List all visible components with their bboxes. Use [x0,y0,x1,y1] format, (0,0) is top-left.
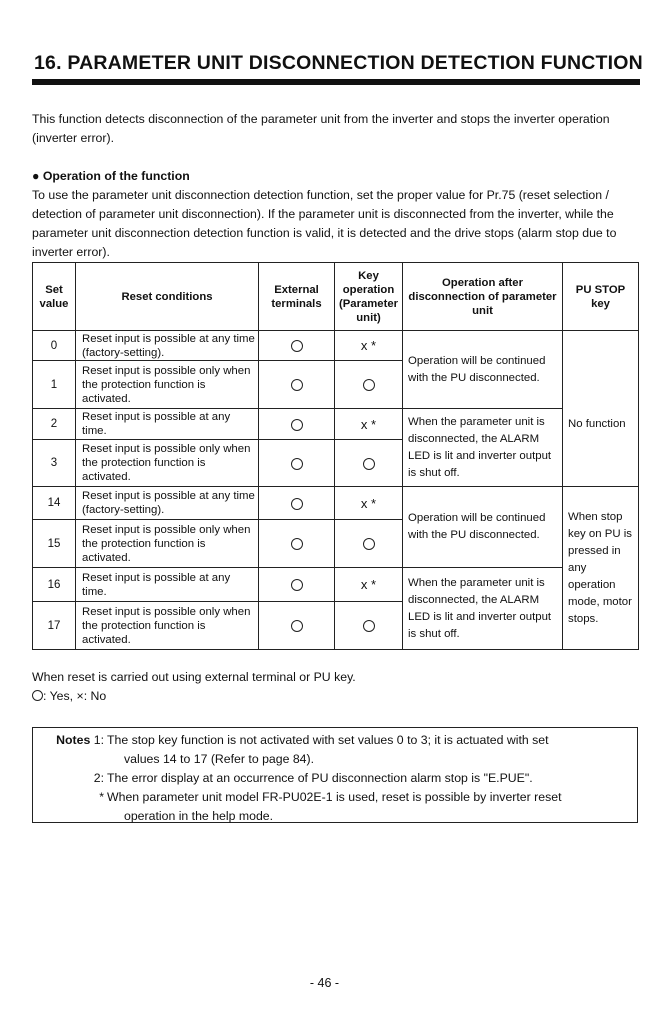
no-cross-icon: x * [360,416,377,432]
key-operation-cell [335,361,403,409]
note-2-number: 2: [93,771,104,785]
legend-yes: : Yes, [43,689,74,703]
notes-box [32,727,638,823]
table-row [33,409,639,440]
table-footnotes [32,668,632,706]
set-value-cell: 1 [33,361,76,409]
reset-condition-cell: Reset input is possible at any time. [76,409,259,440]
reset-condition-cell: Reset input is possible only when the protection function is activated. [76,361,259,409]
set-value-cell: 15 [33,520,76,568]
header-pu-stop-key: PU STOP key [563,263,639,331]
reset-condition-cell: Reset input is possible at any time (factory-setting). [76,331,259,361]
yes-circle-icon [291,538,303,550]
note-2 [40,769,629,788]
header-external-terminals: External terminals [259,263,335,331]
external-terminal-cell [259,568,335,602]
key-operation-cell [335,487,403,520]
yes-circle-icon [291,579,303,591]
set-value-cell: 2 [33,409,76,440]
reset-condition-cell: Reset input is possible only when the protection function is activated. [76,520,259,568]
operation-text: To use the parameter unit disconnection detection function, set the proper value for Pr.75 (reset selection / detection of parameter unit disconnection). If the parameter unit is disconnected from the inverter, while the parameter unit disconnection detection function is valid, it is detected and the drive stops (alarm stop due to inverter error). [32,188,617,259]
title-rule [32,79,640,85]
operation-heading [32,167,642,186]
external-terminal-cell [259,520,335,568]
set-value-cell: 16 [33,568,76,602]
legend-cross: × [76,689,84,703]
table-row [33,487,639,520]
reset-condition-cell: Reset input is possible at any time (factory-setting). [76,487,259,520]
note-1 [40,731,629,750]
operation-continued-cell: Operation will be continued with the PU disconnected. [403,331,563,409]
reset-condition-cell: Reset input is possible only when the protection function is activated. [76,602,259,650]
reset-condition-cell: Reset input is possible only when the protection function is activated. [76,440,259,487]
reset-condition-cell: Reset input is possible at any time. [76,568,259,602]
key-operation-cell [335,520,403,568]
external-terminal-cell [259,361,335,409]
key-operation-cell [335,440,403,487]
no-cross-icon: x * [360,577,377,592]
yes-circle-icon [291,620,303,632]
yes-circle-icon [363,379,375,391]
header-key-operation: Key operation (Parameter unit) [335,263,403,331]
yes-circle-icon [32,690,43,701]
notes-label: Notes [56,733,91,747]
yes-circle-icon [363,538,375,550]
set-value-cell: 0 [33,331,76,361]
key-operation-cell [335,602,403,650]
page-title: 16. PARAMETER UNIT DISCONNECTION DETECTION FUNCTION [34,52,643,74]
yes-circle-icon [291,498,303,510]
reset-selection-table [32,262,639,650]
key-operation-cell [335,331,403,361]
header-operation-after: Operation after disconnection of parameter unit [403,263,563,331]
page-number: - 46 - [309,976,340,990]
key-operation-cell [335,568,403,602]
note-3 [40,788,629,807]
note-1-text-second: values 14 to 17 (Refer to page 84). [124,752,315,766]
external-terminal-cell [259,602,335,650]
table-row [33,568,639,602]
note-2-text: The error display at an occurrence of PU disconnection alarm stop is "E.PUE". [107,771,533,785]
set-value-cell: 17 [33,602,76,650]
yes-circle-icon [291,340,303,352]
yes-circle-icon [291,458,303,470]
no-cross-icon: x * [360,338,377,353]
reset-note: When reset is carried out using external terminal or PU key. [32,670,356,684]
pu-stop-no-function-cell: No function [563,331,639,487]
note-1-number: 1: [93,733,104,747]
header-set-value: Set value [33,263,76,331]
yes-circle-icon [363,620,375,632]
header-reset-conditions: Reset conditions [76,263,259,331]
table-header-row [33,263,639,331]
pu-stop-when-cell: When stop key on PU is pressed in any operation mode, motor stops. [563,487,639,650]
key-operation-cell [335,409,403,440]
table-row [33,331,639,361]
set-value-cell: 14 [33,487,76,520]
operation-stop-cell: When the parameter unit is disconnected, the ALARM LED is lit and inverter output is shut off. [403,409,563,487]
note-3-text-first: When parameter unit model FR-PU02E-1 is used, reset is possible by inverter reset [107,790,562,804]
note-3-asterisk: * [99,790,104,804]
set-value-cell: 3 [33,440,76,487]
external-terminal-cell [259,331,335,361]
yes-circle-icon [291,379,303,391]
intro-paragraph: This function detects disconnection of the parameter unit from the inverter and stops the inverter operation (inverter error). [32,112,610,145]
operation-heading-text: Operation of the function [42,169,190,183]
operation-section [32,167,642,262]
yes-circle-icon [291,419,303,431]
legend-no: : No [83,689,107,703]
operation-continued-cell: Operation will be continued with the PU disconnected. [403,487,563,568]
external-terminal-cell [259,409,335,440]
external-terminal-cell [259,487,335,520]
yes-circle-icon [363,458,375,470]
note-1-text-first: The stop key function is not activated with set values 0 to 3; it is actuated with set [107,733,549,747]
note-3-text-second: operation in the help mode. [124,809,274,823]
operation-stop-cell: When the parameter unit is disconnected, the ALARM LED is lit and inverter output is shut off. [403,568,563,650]
legend [32,687,632,706]
bullet-icon: ● [32,169,40,183]
no-cross-icon: x * [360,495,377,511]
external-terminal-cell [259,440,335,487]
